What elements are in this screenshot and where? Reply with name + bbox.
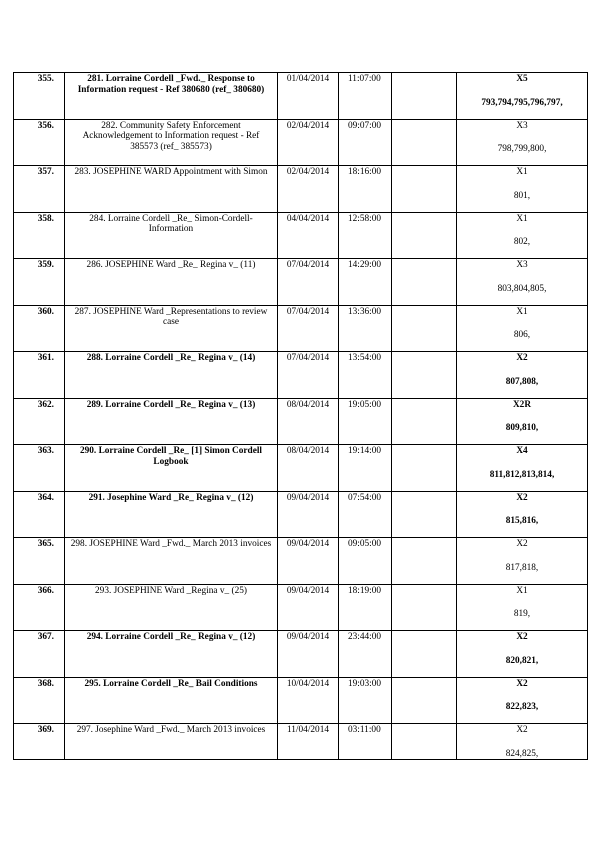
reference-cell bbox=[457, 398, 588, 445]
table-row bbox=[14, 166, 588, 213]
exhibit-code: X3 bbox=[516, 120, 528, 131]
table-row bbox=[14, 398, 588, 445]
item-time: 12:58:00 bbox=[348, 213, 382, 224]
item-number: 364. bbox=[37, 492, 54, 503]
item-time: 07:54:00 bbox=[348, 492, 382, 503]
exhibit-code: X1 bbox=[516, 306, 528, 317]
time-cell bbox=[339, 445, 392, 492]
description-cell bbox=[65, 631, 278, 678]
description-cell bbox=[65, 677, 278, 724]
exhibit-code: X2 bbox=[516, 492, 528, 503]
reference-cell bbox=[457, 677, 588, 724]
exhibit-code: X3 bbox=[516, 260, 528, 270]
reference-cell bbox=[457, 631, 588, 678]
blank-cell bbox=[392, 631, 457, 678]
date-cell bbox=[278, 73, 339, 120]
table-row bbox=[14, 724, 588, 760]
date-cell bbox=[278, 259, 339, 306]
item-date: 10/04/2014 bbox=[286, 678, 330, 689]
item-description: 293. JOSEPHINE Ward _Regina v_ (25) bbox=[95, 585, 247, 596]
page-numbers: 806, bbox=[513, 330, 531, 340]
page-numbers: 793,794,795,796,797, bbox=[481, 97, 563, 108]
time-cell bbox=[339, 631, 392, 678]
item-number: 368. bbox=[37, 678, 54, 689]
item-description: 289. Lorraine Cordell _Re_ Regina v_ (13) bbox=[86, 399, 256, 410]
description-cell bbox=[65, 305, 278, 352]
page-numbers: 809,810, bbox=[505, 423, 539, 433]
table-body bbox=[14, 73, 588, 760]
item-description: 291. Josephine Ward _Re_ Regina v_ (12) bbox=[88, 492, 254, 503]
item-number: 360. bbox=[37, 306, 54, 317]
item-number: 355. bbox=[37, 74, 54, 84]
item-date: 09/04/2014 bbox=[286, 585, 330, 596]
item-description: 287. JOSEPHINE Ward _Representations to review case bbox=[74, 306, 268, 327]
item-number: 366. bbox=[37, 585, 54, 596]
date-cell bbox=[278, 584, 339, 631]
date-cell bbox=[278, 119, 339, 166]
item-description: 281. Lorraine Cordell _Fwd._ Response to Information request - Ref 380680 (ref_ 380680) bbox=[77, 74, 265, 95]
item-number: 362. bbox=[37, 399, 54, 410]
item-number-cell bbox=[14, 119, 65, 166]
item-number-cell bbox=[14, 305, 65, 352]
reference-cell bbox=[457, 259, 588, 306]
item-number-cell bbox=[14, 73, 65, 120]
blank-cell bbox=[392, 212, 457, 259]
exhibit-code: X1 bbox=[516, 585, 528, 596]
time-cell bbox=[339, 166, 392, 213]
time-cell bbox=[339, 119, 392, 166]
table-row bbox=[14, 305, 588, 352]
item-time: 09:07:00 bbox=[348, 120, 382, 131]
item-number-cell bbox=[14, 631, 65, 678]
date-cell bbox=[278, 538, 339, 585]
exhibit-code: X2 bbox=[516, 678, 528, 689]
time-cell bbox=[339, 491, 392, 538]
exhibit-code: X2 bbox=[516, 725, 528, 735]
table-row bbox=[14, 491, 588, 538]
item-number-cell bbox=[14, 259, 65, 306]
exhibit-code: X2 bbox=[516, 539, 528, 549]
item-number: 365. bbox=[37, 539, 54, 549]
reference-cell bbox=[457, 445, 588, 492]
page-numbers: 820,821, bbox=[505, 655, 539, 666]
blank-cell bbox=[392, 305, 457, 352]
item-date: 07/04/2014 bbox=[286, 306, 330, 317]
item-description: 295. Lorraine Cordell _Re_ Bail Conditions bbox=[84, 678, 258, 689]
item-time: 03:11:00 bbox=[348, 725, 381, 735]
item-date: 08/04/2014 bbox=[286, 446, 330, 456]
item-number: 358. bbox=[37, 213, 54, 224]
reference-cell bbox=[457, 305, 588, 352]
page-numbers: 815,816, bbox=[505, 516, 539, 526]
item-description: 294. Lorraine Cordell _Re_ Regina v_ (12) bbox=[86, 632, 256, 642]
exhibit-code: X1 bbox=[516, 167, 528, 177]
reference-cell bbox=[457, 73, 588, 120]
blank-cell bbox=[392, 352, 457, 399]
item-description: 286. JOSEPHINE Ward _Re_ Regina v_ (11) bbox=[86, 260, 256, 270]
item-description: 282. Community Safety Enforcement Acknowledgement to Information request - Ref 385573 (ref_ 385573) bbox=[82, 120, 260, 152]
description-cell bbox=[65, 724, 278, 760]
time-cell bbox=[339, 259, 392, 306]
reference-cell bbox=[457, 584, 588, 631]
item-date: 09/04/2014 bbox=[286, 539, 330, 549]
description-cell bbox=[65, 538, 278, 585]
date-cell bbox=[278, 677, 339, 724]
table-row bbox=[14, 584, 588, 631]
item-number: 369. bbox=[37, 725, 54, 735]
reference-cell bbox=[457, 724, 588, 760]
item-description: 290. Lorraine Cordell _Re_ [1] Simon Cordell Logbook bbox=[79, 446, 263, 467]
item-number: 356. bbox=[37, 120, 54, 131]
reference-cell bbox=[457, 212, 588, 259]
table-row bbox=[14, 212, 588, 259]
time-cell bbox=[339, 538, 392, 585]
table-row bbox=[14, 677, 588, 724]
exhibit-code: X2 bbox=[516, 632, 528, 642]
item-date: 09/04/2014 bbox=[286, 632, 330, 642]
table-row bbox=[14, 631, 588, 678]
page-numbers: 817,818, bbox=[505, 562, 539, 573]
exhibit-code: X2R bbox=[512, 399, 532, 410]
item-time: 19:03:00 bbox=[348, 678, 382, 689]
date-cell bbox=[278, 352, 339, 399]
item-time: 18:19:00 bbox=[348, 585, 382, 596]
blank-cell bbox=[392, 724, 457, 760]
item-description: 283. JOSEPHINE WARD Appointment with Simon bbox=[74, 167, 268, 177]
item-time: 23:44:00 bbox=[348, 632, 382, 642]
description-cell bbox=[65, 445, 278, 492]
item-time: 19:14:00 bbox=[348, 446, 382, 456]
date-cell bbox=[278, 166, 339, 213]
item-number-cell bbox=[14, 491, 65, 538]
document-index-table bbox=[13, 72, 588, 760]
table-row bbox=[14, 119, 588, 166]
page-numbers: 824,825, bbox=[505, 748, 539, 759]
date-cell bbox=[278, 724, 339, 760]
item-date: 09/04/2014 bbox=[286, 492, 330, 503]
date-cell bbox=[278, 212, 339, 259]
page-numbers: 807,808, bbox=[505, 376, 539, 387]
item-date: 07/04/2014 bbox=[286, 353, 330, 363]
time-cell bbox=[339, 73, 392, 120]
item-time: 11:07:00 bbox=[348, 74, 381, 84]
blank-cell bbox=[392, 119, 457, 166]
item-number-cell bbox=[14, 352, 65, 399]
page-numbers: 822,823, bbox=[505, 702, 539, 712]
blank-cell bbox=[392, 677, 457, 724]
time-cell bbox=[339, 212, 392, 259]
description-cell bbox=[65, 119, 278, 166]
date-cell bbox=[278, 445, 339, 492]
item-time: 13:54:00 bbox=[348, 353, 382, 363]
blank-cell bbox=[392, 538, 457, 585]
description-cell bbox=[65, 398, 278, 445]
blank-cell bbox=[392, 584, 457, 631]
item-description: 298. JOSEPHINE Ward _Fwd._ March 2013 invoices bbox=[70, 539, 272, 549]
date-cell bbox=[278, 305, 339, 352]
time-cell bbox=[339, 398, 392, 445]
item-number: 357. bbox=[37, 167, 54, 177]
date-cell bbox=[278, 631, 339, 678]
blank-cell bbox=[392, 259, 457, 306]
table-row bbox=[14, 445, 588, 492]
item-time: 19:05:00 bbox=[348, 399, 382, 410]
reference-cell bbox=[457, 352, 588, 399]
item-time: 13:36:00 bbox=[348, 306, 382, 317]
item-number-cell bbox=[14, 166, 65, 213]
item-description: 284. Lorraine Cordell _Re_ Simon-Cordell-Information bbox=[89, 213, 253, 234]
description-cell bbox=[65, 73, 278, 120]
time-cell bbox=[339, 584, 392, 631]
item-time: 18:16:00 bbox=[348, 167, 382, 177]
description-cell bbox=[65, 166, 278, 213]
exhibit-code: X4 bbox=[516, 446, 528, 456]
description-cell bbox=[65, 491, 278, 538]
item-number: 367. bbox=[37, 632, 54, 642]
table-row bbox=[14, 259, 588, 306]
date-cell bbox=[278, 398, 339, 445]
item-number: 361. bbox=[37, 353, 54, 363]
item-number-cell bbox=[14, 398, 65, 445]
blank-cell bbox=[392, 398, 457, 445]
blank-cell bbox=[392, 445, 457, 492]
item-date: 02/04/2014 bbox=[286, 120, 330, 131]
page-numbers: 811,812,813,814, bbox=[489, 469, 555, 480]
page-numbers: 802, bbox=[513, 237, 531, 247]
item-number-cell bbox=[14, 724, 65, 760]
time-cell bbox=[339, 677, 392, 724]
time-cell bbox=[339, 724, 392, 760]
table-row bbox=[14, 73, 588, 120]
reference-cell bbox=[457, 166, 588, 213]
item-number-cell bbox=[14, 538, 65, 585]
description-cell bbox=[65, 352, 278, 399]
date-cell bbox=[278, 491, 339, 538]
time-cell bbox=[339, 352, 392, 399]
page-numbers: 801, bbox=[513, 190, 531, 201]
item-date: 01/04/2014 bbox=[286, 74, 330, 84]
table-row bbox=[14, 352, 588, 399]
exhibit-code: X1 bbox=[516, 213, 528, 224]
description-cell bbox=[65, 584, 278, 631]
page-numbers: 819, bbox=[513, 609, 531, 619]
item-date: 08/04/2014 bbox=[286, 399, 330, 410]
exhibit-code: X2 bbox=[516, 353, 528, 363]
blank-cell bbox=[392, 166, 457, 213]
description-cell bbox=[65, 259, 278, 306]
item-number-cell bbox=[14, 584, 65, 631]
item-description: 297. Josephine Ward _Fwd._ March 2013 invoices bbox=[76, 725, 266, 735]
item-number-cell bbox=[14, 677, 65, 724]
description-cell bbox=[65, 212, 278, 259]
blank-cell bbox=[392, 491, 457, 538]
item-description: 288. Lorraine Cordell _Re_ Regina v_ (14) bbox=[86, 353, 256, 363]
item-date: 02/04/2014 bbox=[286, 167, 330, 177]
item-date: 11/04/2014 bbox=[286, 725, 329, 735]
item-number-cell bbox=[14, 445, 65, 492]
item-time: 14:29:00 bbox=[348, 260, 382, 270]
item-number: 359. bbox=[37, 260, 54, 270]
reference-cell bbox=[457, 119, 588, 166]
page-numbers: 803,804,805, bbox=[497, 283, 547, 294]
reference-cell bbox=[457, 491, 588, 538]
item-date: 04/04/2014 bbox=[286, 213, 330, 224]
time-cell bbox=[339, 305, 392, 352]
item-number-cell bbox=[14, 212, 65, 259]
reference-cell bbox=[457, 538, 588, 585]
table-row bbox=[14, 538, 588, 585]
exhibit-code: X5 bbox=[516, 74, 528, 84]
item-number: 363. bbox=[37, 446, 54, 456]
item-date: 07/04/2014 bbox=[286, 260, 330, 270]
blank-cell bbox=[392, 73, 457, 120]
page-numbers: 798,799,800, bbox=[497, 144, 547, 154]
item-time: 09:05:00 bbox=[348, 539, 382, 549]
